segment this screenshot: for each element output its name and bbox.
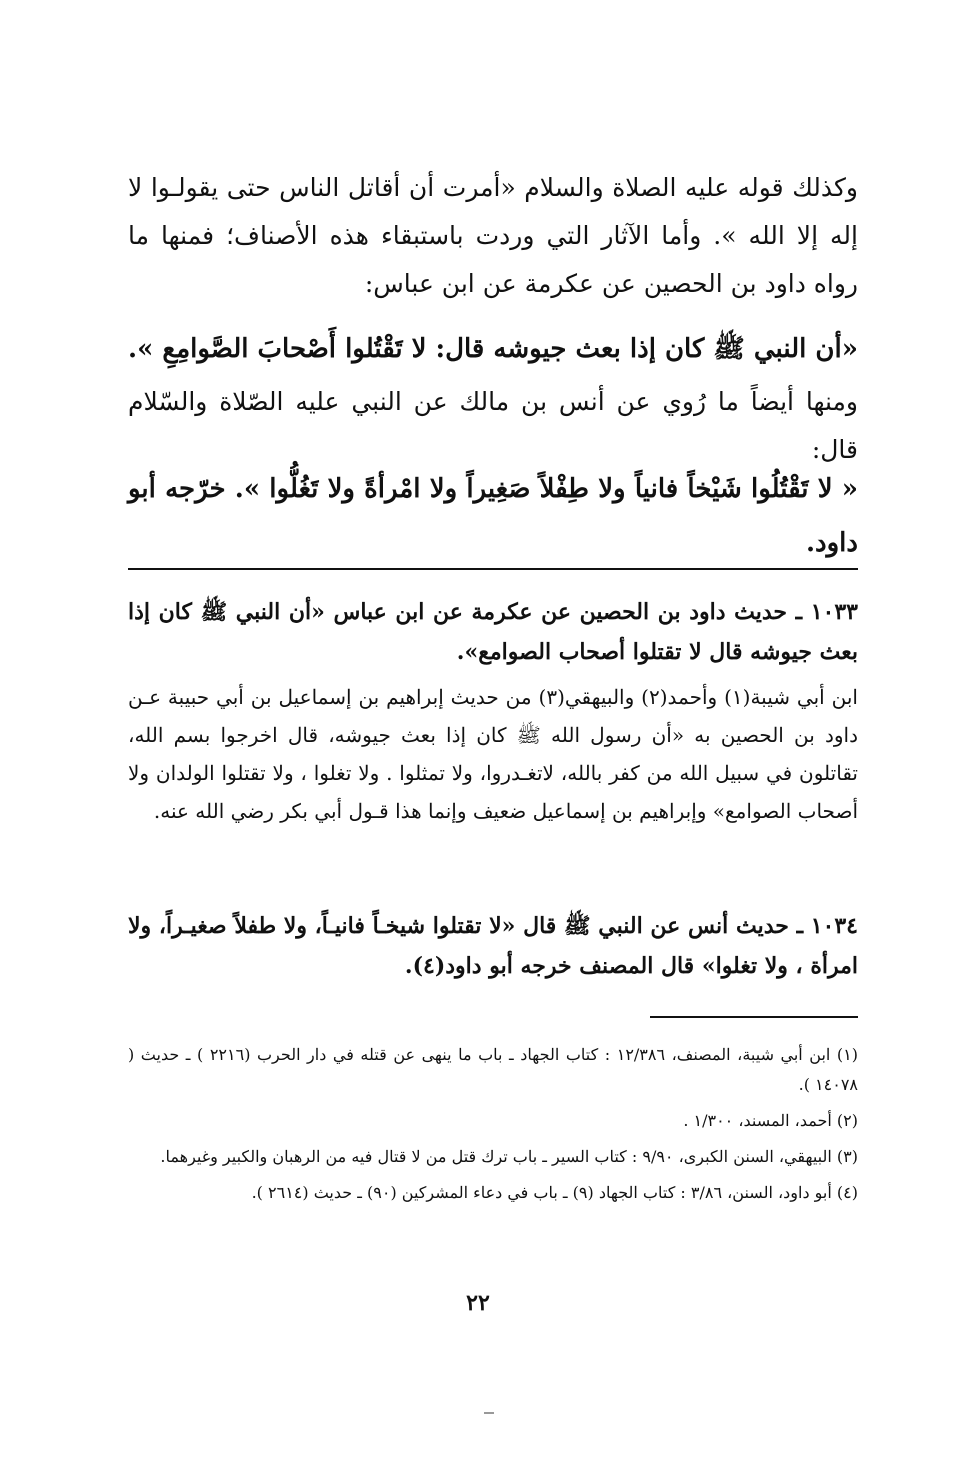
footnote-4: (٤) أبو داود، السنن، ٣/٨٦ : كتاب الجهاد (٩) ـ باب في دعاء المشركين (٩٠) ـ حديث (٢٦١٤ ). bbox=[251, 1183, 858, 1202]
commentary-1033: ابن أبي شيبة(١) وأحمد(٢) والبيهقي(٣) من حديث إبراهيم بن إسماعيل بن أبي حبيبة عـن داود بن الحصين به «أن رسول الله ﷺ كان إذا بعث جيوشه، قال اخرجوا بسم الله، تقاتلون في سبيل الله من كفر بالله، لاتغـدروا، ولا تمثلوا . ولا تغلوا ، ولا تقتلوا الولدان ولا أصحاب الصوامع» وإبراهيم بن إسماعيل ضعيف وإنما هذا قـول أبي بكر رضي الله عنه. bbox=[128, 685, 858, 823]
scan-mark bbox=[484, 1412, 494, 1414]
hadith-1033: ١٠٣٣ ـ حديث داود بن الحصين عن عكرمة عن ابن عباس «أن النبي ﷺ كان إذا بعث جيوشه قال لا تقتلوا أصحاب الصوامع». bbox=[128, 599, 858, 665]
footnote-1: (١) ابن أبي شيبة، المصنف، ١٢/٣٨٦ : كتاب الجهاد ـ باب ما ينهى عن قتله في دار الحرب (٢٢١٦ ) ـ حديث ( ١٤٠٧٨ ). bbox=[128, 1045, 859, 1094]
footnote-2: (٢) أحمد، المسند، ١/٣٠٠ . bbox=[683, 1111, 858, 1130]
section-divider bbox=[128, 568, 858, 570]
footnotes bbox=[128, 1040, 858, 1214]
footnote-divider bbox=[650, 1016, 858, 1018]
main-paragraph-1: وكذلك قوله عليه الصلاة والسلام «أمرت أن أقاتل الناس حتى يقولـوا لا إله إلا الله ». وأما الآثار التي وردت باستبقاء هذه الأصناف؛ فمنها ما رواه داود بن الحصين عن عكرمة عن ابن عباس: bbox=[128, 173, 858, 298]
hadith-1034: ١٠٣٤ ـ حديث أنس عن النبي ﷺ قال «لا تقتلوا شيخـاً فانيـاً، ولا طفلاً صغيـراً، ولا امرأة ، ولا تغلوا» قال المصنف خرجه أبو داود(٤). bbox=[128, 913, 858, 979]
page-number: ٢٢ bbox=[466, 1290, 490, 1316]
quote-hadith-anas: « لا تَقْتُلُوا شَيْخاً فانياً ولا طِفْلاً صَغِيراً ولا امْرأةً ولا تَغُلُّوا ». خرّجه أبو داود. bbox=[128, 474, 858, 558]
quote-hadith-sawami: «أن النبي ﷺ كان إذا بعث جيوشه قال: لا تَقْتُلوا أَصْحابَ الصَّوامِعِ ». bbox=[128, 334, 858, 364]
main-paragraph-2: ومنها أيضاً ما رُوي عن أنس بن مالك عن النبي عليه الصّلاة والسّلام قال: bbox=[128, 387, 858, 464]
footnote-3: (٣) البيهقي، السنن الكبرى، ٩/٩٠ : كتاب السير ـ باب ترك قتل من لا قتال فيه من الرهبان والكبير وغيرهما. bbox=[160, 1147, 858, 1166]
